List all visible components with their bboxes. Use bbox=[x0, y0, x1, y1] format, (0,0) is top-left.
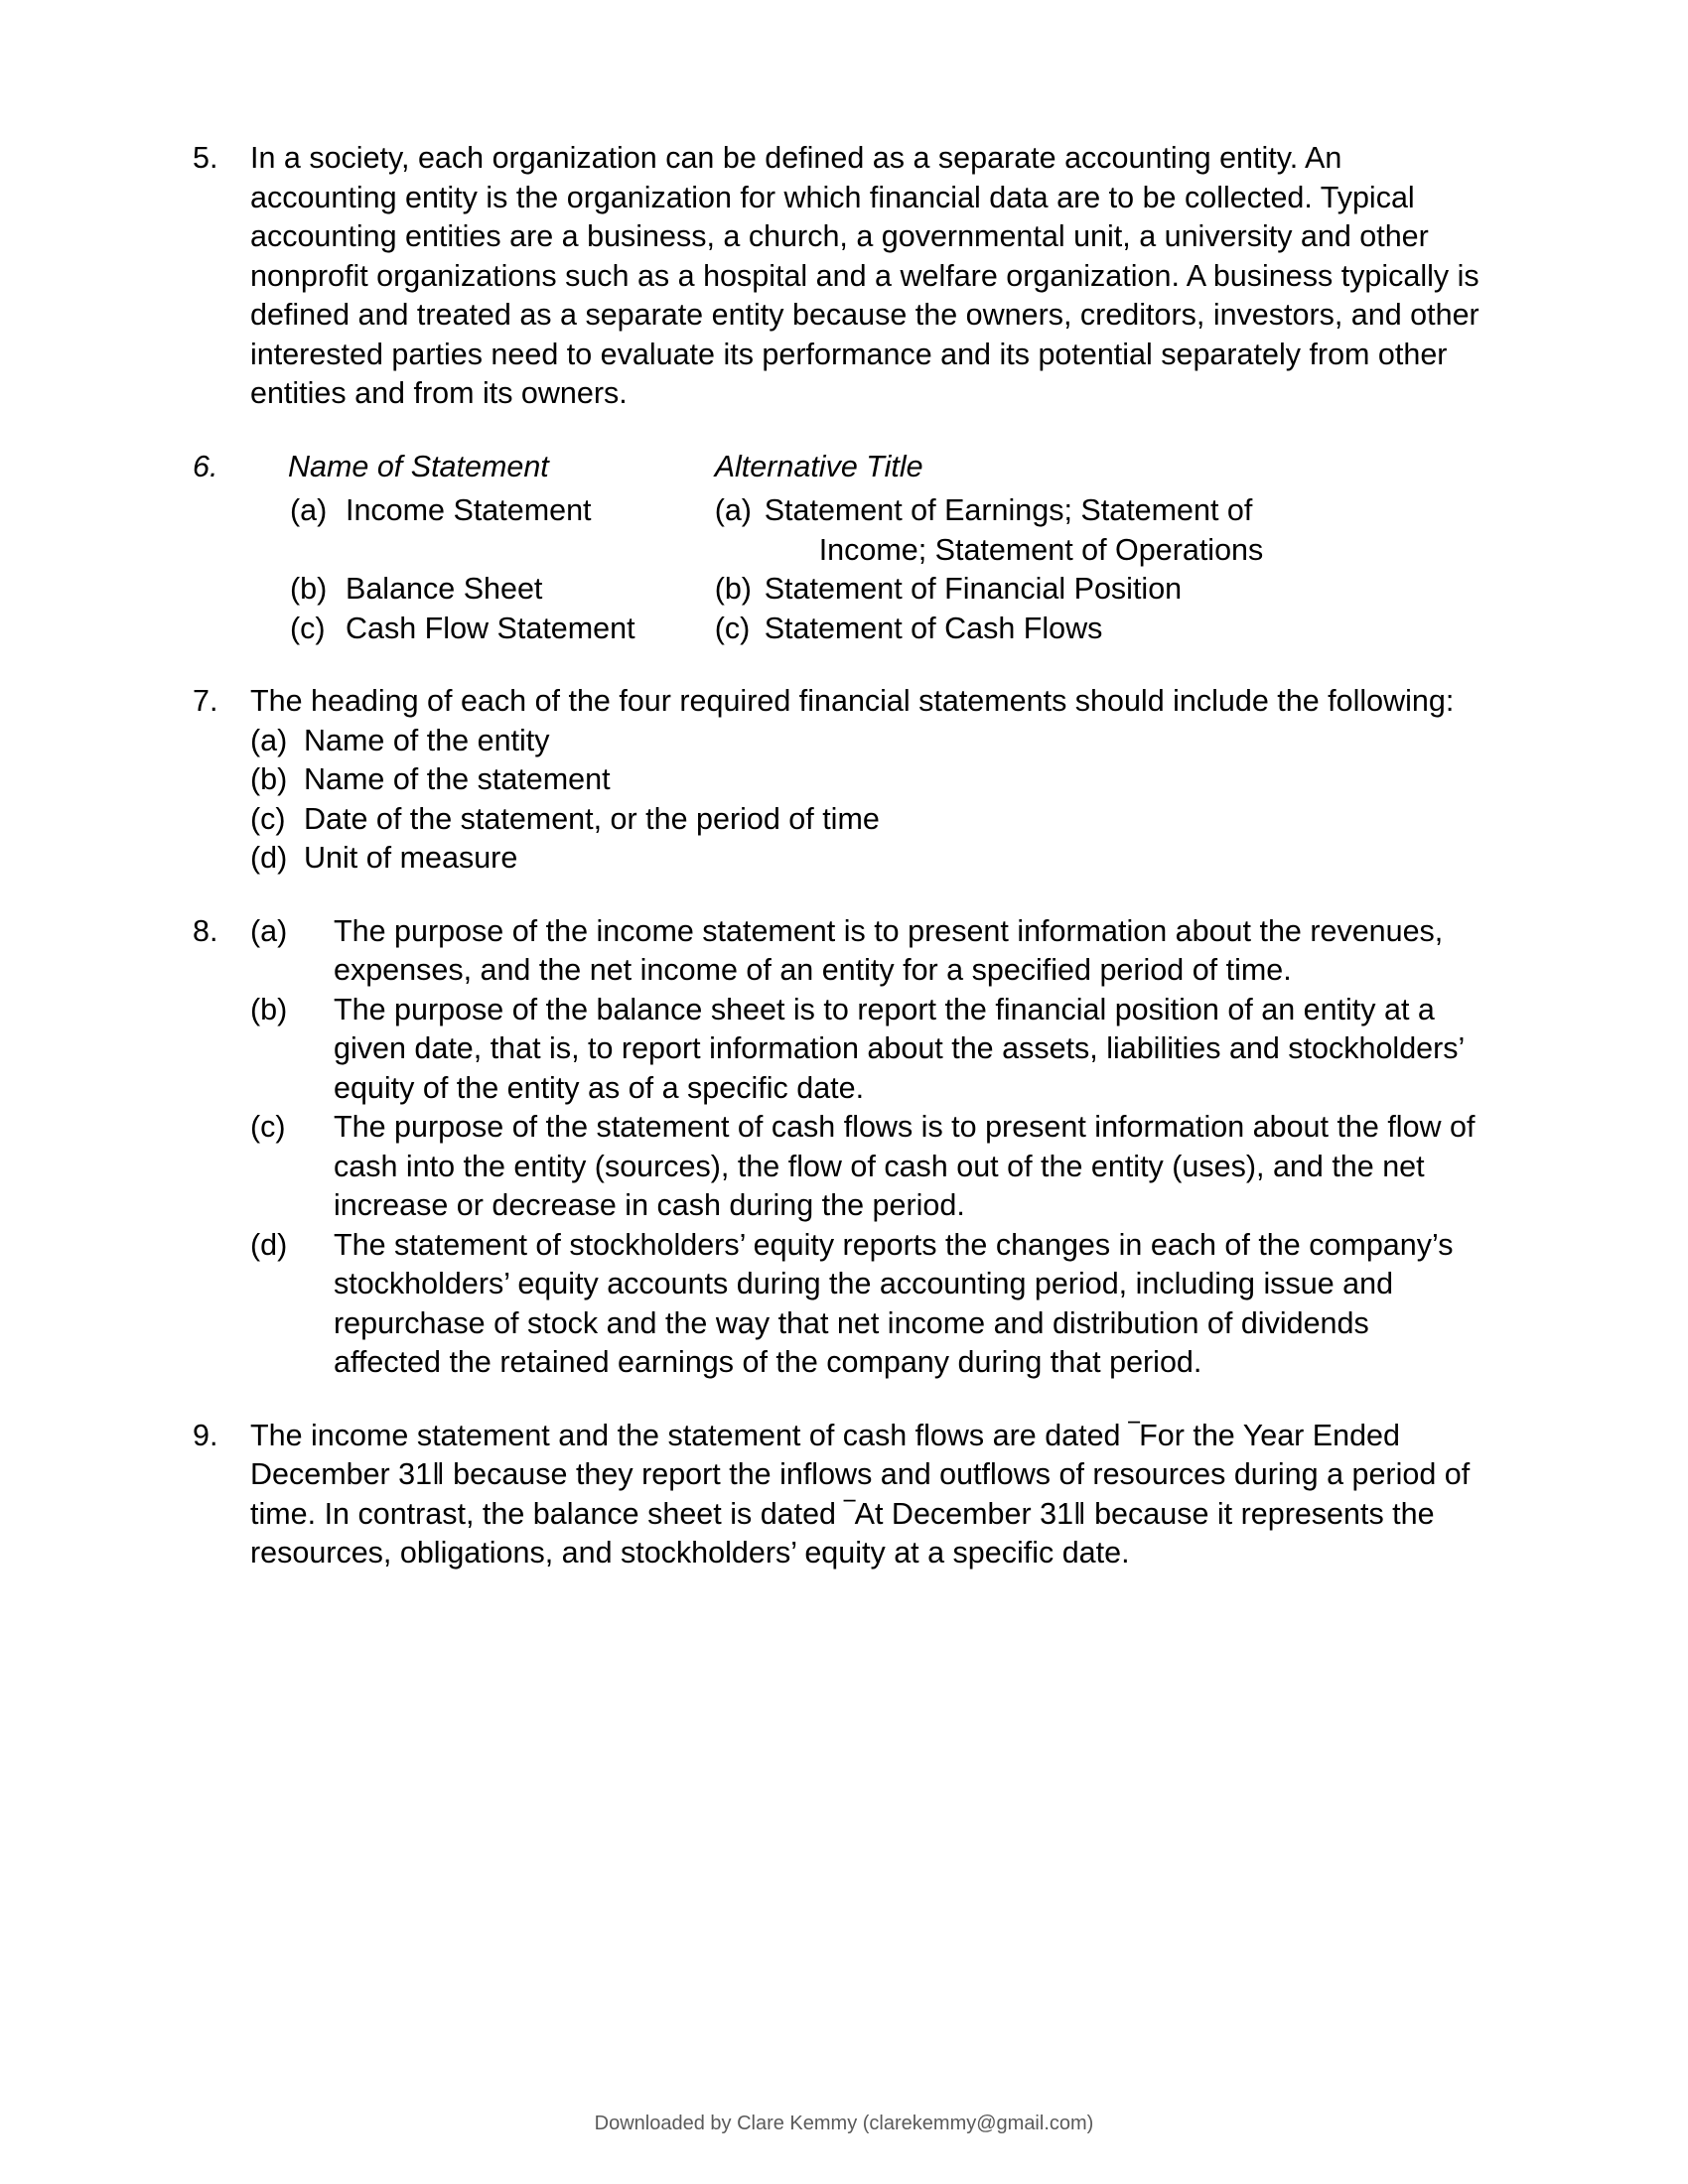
document-content bbox=[189, 139, 1479, 1607]
item-number: 8. bbox=[193, 913, 218, 948]
table-row bbox=[250, 610, 1479, 649]
item-body bbox=[250, 912, 1479, 1383]
list-item bbox=[250, 722, 1479, 761]
sub-item-label: (d) bbox=[250, 841, 288, 875]
sub-item-list bbox=[250, 912, 1479, 1383]
column-header-name-of-statement: Name of Statement bbox=[288, 449, 549, 483]
item-body bbox=[250, 1417, 1479, 1573]
alternative-title-cell bbox=[715, 570, 1479, 610]
list-item bbox=[250, 912, 1479, 991]
sub-item-label: (c) bbox=[250, 1110, 286, 1144]
statement-name-cell bbox=[250, 570, 715, 610]
item-intro-text: The heading of each of the four required financial statements should include the following: bbox=[250, 684, 1455, 718]
row-text: Statement of Financial Position bbox=[764, 572, 1183, 606]
column-header-alternative-title: Alternative Title bbox=[714, 449, 923, 483]
sub-item-label: (a) bbox=[250, 723, 288, 757]
item-paragraph: The income statement and the statement of cash flows are dated ‾For the Year Ended December 31‖ because they report the inflows and outflows of resources during a period of time. In contrast, the balance sheet is dated ‾At December 31‖ because it represents the resources, obligations, and stockholders’ equity at a specific date. bbox=[250, 1418, 1471, 1570]
list-item bbox=[250, 839, 1479, 879]
item-number: 6. bbox=[193, 449, 218, 483]
sub-item-label: (b) bbox=[250, 992, 288, 1026]
sub-item-label: (d) bbox=[250, 1227, 288, 1262]
numbered-item-7 bbox=[189, 682, 1479, 879]
item-body bbox=[250, 139, 1479, 414]
sub-item-text: Name of the statement bbox=[304, 762, 611, 796]
numbered-item-9 bbox=[189, 1417, 1479, 1573]
row-text: Statement of Earnings; Statement of bbox=[764, 493, 1253, 527]
numbered-item-8 bbox=[189, 912, 1479, 1383]
row-label: (b) bbox=[290, 572, 328, 606]
row-label: (b) bbox=[714, 572, 752, 606]
row-text-continuation: Income; Statement of Operations bbox=[818, 532, 1264, 567]
numbered-item-5 bbox=[189, 139, 1479, 414]
sub-item-list bbox=[250, 722, 1479, 879]
row-text: Statement of Cash Flows bbox=[764, 611, 1103, 645]
list-item bbox=[250, 991, 1479, 1109]
row-text: Income Statement bbox=[346, 493, 592, 527]
item-number: 7. bbox=[193, 684, 218, 718]
statement-name-cell bbox=[250, 491, 715, 570]
sub-item-text: The purpose of the balance sheet is to report the financial position of an entity at a given date, that is, to report information about the assets, liabilities and stockholders’ equity of the entity as of a specific date. bbox=[334, 992, 1465, 1105]
sub-item-text: The purpose of the statement of cash flows is to present information about the flow of cash into the entity (sources), the flow of cash out of the entity (uses), and the net increase or decrease in cash during the period. bbox=[334, 1110, 1476, 1222]
sub-item-text: Name of the entity bbox=[304, 723, 550, 757]
item-body bbox=[250, 448, 1479, 649]
sub-item-label: (c) bbox=[250, 801, 286, 836]
list-item bbox=[250, 1226, 1479, 1383]
download-watermark: Downloaded by Clare Kemmy (clarekemmy@gmail.com) bbox=[594, 2113, 1094, 2134]
sub-item-text: Date of the statement, or the period of time bbox=[304, 801, 880, 836]
item-body bbox=[250, 682, 1479, 879]
item-number: 5. bbox=[193, 141, 218, 175]
numbered-item-6 bbox=[189, 448, 1479, 649]
list-item bbox=[250, 800, 1479, 840]
sub-item-label: (a) bbox=[250, 913, 288, 948]
alternative-title-cell bbox=[715, 610, 1479, 649]
sub-item-text: The purpose of the income statement is to present information about the revenues, expenses, and the net income of an entity for a specified period of time. bbox=[334, 913, 1444, 987]
row-label: (a) bbox=[290, 493, 328, 527]
item-number: 9. bbox=[193, 1418, 218, 1452]
item-paragraph: In a society, each organization can be defined as a separate accounting entity. An accounting entity is the organization for which financial data are to be collected. Typical accounting entities are a business, a church, a governmental unit, a university and other nonprofit organizations such as a hospital and a welfare organization. A business typically is defined and treated as a separate entity because the owners, creditors, investors, and other interested parties need to evaluate its performance and its potential separately from other entities and from its owners. bbox=[250, 141, 1479, 410]
sub-item-text: Unit of measure bbox=[304, 841, 518, 875]
alternative-title-cell bbox=[715, 491, 1479, 570]
table-row bbox=[250, 491, 1479, 570]
row-label: (c) bbox=[714, 611, 751, 645]
table-row bbox=[250, 570, 1479, 610]
row-text: Balance Sheet bbox=[346, 572, 543, 606]
table-header-row bbox=[250, 448, 1479, 492]
sub-item-text: The statement of stockholders’ equity reports the changes in each of the company’s stockholders’ equity accounts during the accounting period, including issue and repurchase of stock and the way that net income and distribution of dividends affected the retained earnings of the company during that period. bbox=[334, 1227, 1454, 1379]
row-label: (c) bbox=[290, 611, 326, 645]
statement-name-cell bbox=[250, 610, 715, 649]
sub-item-label: (b) bbox=[250, 762, 288, 796]
row-label: (a) bbox=[714, 493, 752, 527]
statement-names-table bbox=[250, 448, 1479, 649]
list-item bbox=[250, 760, 1479, 800]
list-item bbox=[250, 1108, 1479, 1226]
row-text: Cash Flow Statement bbox=[346, 611, 635, 645]
